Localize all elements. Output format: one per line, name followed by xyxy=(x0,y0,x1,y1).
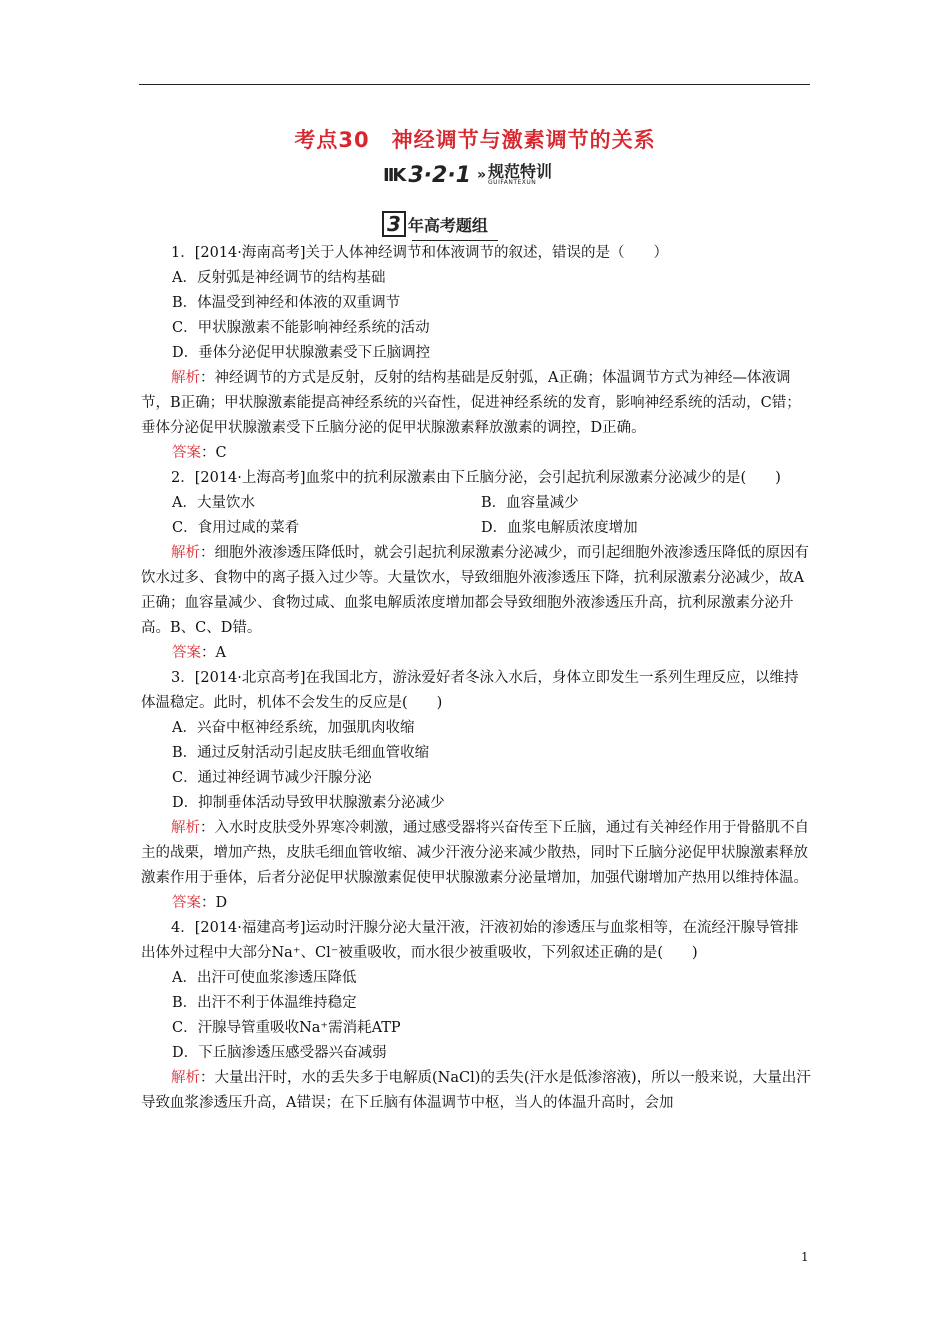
analysis-label: 解析 xyxy=(171,1070,200,1086)
double-chevron-icon: » xyxy=(476,167,487,183)
question-stem: 3．[2014·北京高考]在我国北方，游泳爱好者冬泳入水后，身体立即发生一系列生理反应，以维持体温稳定。此时，机体不会发生的反应是( ) xyxy=(141,670,799,711)
answer-label: 答案 xyxy=(172,445,201,461)
page-title: 考点30 神经调节与激素调节的关系 xyxy=(294,128,656,152)
question-stem: 4．[2014·福建高考]运动时汗腺分泌大量汗液，汗液初始的渗透压与血浆相等，在流经汗腺导管排出体外过程中大部分Na⁺、Cl⁻被重吸收，而水很少被重吸收，下列叙述正确的是( ) xyxy=(141,920,799,961)
answer-label: 答案 xyxy=(172,645,201,661)
answer-text: ：C xyxy=(201,445,227,461)
option-a: A．出汗可使血浆渗透压降低 xyxy=(172,970,357,986)
option-b: B．通过反射活动引起皮肤毛细血管收缩 xyxy=(172,745,430,761)
question-stem: 1．[2014·海南高考]关于人体神经调节和体液调节的叙述，错误的是（ ） xyxy=(171,245,669,261)
banner-pinyin: GUIFANTEXUN xyxy=(488,179,537,186)
answer xyxy=(141,441,812,466)
option-row xyxy=(141,516,812,541)
analysis xyxy=(141,366,812,441)
option-d: D．下丘脑渗透压感受器兴奋减弱 xyxy=(172,1045,387,1061)
question-list xyxy=(141,241,812,1116)
option-c: C．汗腺导管重吸收Na⁺需消耗ATP xyxy=(172,1020,401,1036)
answer xyxy=(141,641,812,666)
answer-text: ：A xyxy=(201,645,226,661)
analysis-text: ：神经调节的方式是反射，反射的结构基础是反射弧，A正确；体温调节方式为神经—体液调节，B正确；甲状腺激素能提高神经系统的兴奋性，促进神经系统的发育，影响神经系统的活动，C错；垂体分泌促甲状腺激素受下丘脑分泌的促甲状腺激素释放激素的调控，D正确。 xyxy=(141,370,801,436)
option-c: C．甲状腺激素不能影响神经系统的活动 xyxy=(172,320,430,336)
analysis xyxy=(141,1066,812,1116)
analysis xyxy=(141,816,812,891)
question-4 xyxy=(141,916,812,1116)
option-c: C．食用过咸的菜肴 xyxy=(172,520,300,536)
analysis xyxy=(141,541,812,641)
page-number: 1 xyxy=(801,1250,809,1264)
analysis-text: ：细胞外液渗透压降低时，就会引起抗利尿激素分泌减少，而引起细胞外液渗透压降低的原因有饮水过多、食物中的离子摄入过少等。大量饮水，导致细胞外液渗透压下降，抗利尿激素分泌减少，故A正确；血容量减少、食物过咸、血浆电解质浓度增加都会导致细胞外液渗透压升高，抗利尿激素分泌升高。B、C、D错。 xyxy=(141,545,809,636)
question-3 xyxy=(141,666,812,916)
analysis-label: 解析 xyxy=(171,370,200,386)
analysis-label: 解析 xyxy=(171,820,200,836)
option-b: B．血容量减少 xyxy=(481,495,579,511)
section-digit: 3 xyxy=(382,211,406,237)
option-d: D．垂体分泌促甲状腺激素受下丘脑调控 xyxy=(172,345,431,361)
answer-text: ：D xyxy=(201,895,228,911)
question-2 xyxy=(141,466,812,666)
option-a: A．大量饮水 xyxy=(172,495,255,511)
banner xyxy=(383,160,552,190)
banner-logo: IIK xyxy=(383,164,405,186)
option-d: D．血浆电解质浓度增加 xyxy=(481,520,638,536)
option-c: C．通过神经调节减少汗腺分泌 xyxy=(172,770,372,786)
header-rule xyxy=(139,84,810,85)
analysis-text: ：入水时皮肤受外界寒冷刺激，通过感受器将兴奋传至下丘脑，通过有关神经作用于骨骼肌不自主的战栗，增加产热，皮肤毛细血管收缩、减少汗液分泌来减少散热，同时下丘脑分泌促甲状腺激素释放激素作用于垂体，后者分泌促甲状腺激素促使甲状腺激素分泌量增加，加强代谢增加产热用以维持体温。 xyxy=(141,820,809,886)
banner-numbers: 3·2·1 xyxy=(408,162,471,188)
question-stem: 2．[2014·上海高考]血浆中的抗利尿激素由下丘脑分泌，会引起抗利尿激素分泌减少的是( ) xyxy=(171,470,781,486)
analysis-label: 解析 xyxy=(171,545,200,561)
section-heading xyxy=(382,211,488,237)
section-label: 年高考题组 xyxy=(407,215,488,235)
option-row xyxy=(141,491,812,516)
answer-label: 答案 xyxy=(172,895,201,911)
banner-text: 规范特训 xyxy=(488,162,553,181)
option-a: A．反射弧是神经调节的结构基础 xyxy=(172,270,386,286)
option-b: B．出汗不利于体温维持稳定 xyxy=(172,995,357,1011)
analysis-text: ：大量出汗时，水的丢失多于电解质(NaCl)的丢失(汗水是低渗溶液)，所以一般来说，大量出汗导致血浆渗透压升高，A错误；在下丘脑有体温调节中枢，当人的体温升高时，会加 xyxy=(141,1070,811,1111)
option-a: A．兴奋中枢神经系统，加强肌肉收缩 xyxy=(172,720,415,736)
question-1 xyxy=(141,241,812,466)
option-b: B．体温受到神经和体液的双重调节 xyxy=(172,295,401,311)
option-d: D．抑制垂体活动导致甲状腺激素分泌减少 xyxy=(172,795,445,811)
answer xyxy=(141,891,812,916)
